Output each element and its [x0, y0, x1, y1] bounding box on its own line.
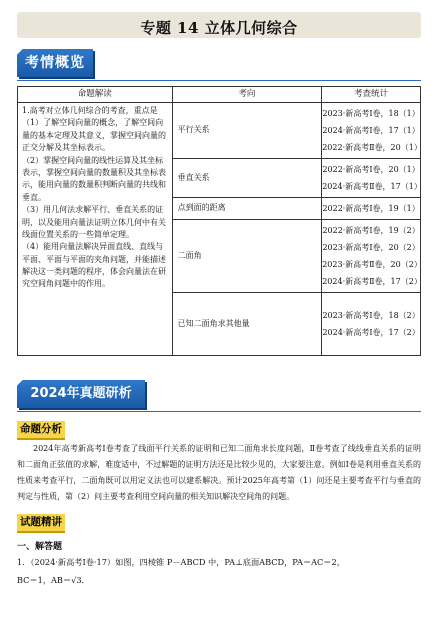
direction-cell: 二面角	[172, 220, 322, 293]
question-line: 1．（2024·新高考Ⅰ卷·17）如图，四棱锥 P－ABCD 中，PA⊥底面ABCD，PA＝AC＝2，	[17, 557, 345, 567]
stats-cell	[322, 103, 421, 159]
stat-entry: 2022·新高考Ⅱ卷，20（1）	[322, 143, 422, 152]
section-heading: 一、解答题	[17, 542, 63, 552]
divider	[17, 80, 421, 81]
requirement-text: 1.高考对立体几何综合的考查，重点是（1）了解空间向量的概念，了解空间向量的基本定理及其意义，掌握空间向量的正交分解及其坐标表示。	[22, 106, 166, 153]
page-title: 专题 14 立体几何综合	[140, 19, 298, 37]
requirement-text: （2）掌握空间向量的线性运算及其坐标表示，掌握空间向量的数量积及其坐标表示，能用向量的数量积判断向量的共线和垂直。	[22, 155, 166, 202]
stat-entry: 2023·新高考Ⅱ卷，20（2）	[322, 260, 422, 269]
stats-cell	[322, 159, 421, 198]
exercise-tag: 试题精讲	[17, 514, 65, 533]
stats-cell	[322, 293, 421, 356]
table-row	[18, 103, 421, 159]
direction-cell: 点到面的距离	[172, 198, 322, 220]
stat-entry: 2022·新高考Ⅰ卷，19（2）	[322, 226, 420, 235]
analysis-tag: 命题分析	[17, 421, 65, 440]
stat-entry: 2023·新高考Ⅰ卷，18（1）	[322, 109, 420, 118]
stat-entry: 2024·新高考Ⅱ卷，17（1）	[322, 182, 422, 191]
analysis-paragraph: 2024年高考新高考Ⅰ卷考查了线面平行关系的证明和已知二面角求长度问题，Ⅱ卷考查了线线垂直关系的证明和二面角正弦值的求解，难度适中，不过解题的证明方法还是比较少见的，大家要注意。例如Ⅰ卷是利用垂直关系的性质来考查平行，二面角既可以用定义法也可以建系解决。预计2025年高考第（1）问还是主要考查平行与垂直的判定与性质，第（2）问主要考查利用空间向量的相关知识解决空间角的问题。	[17, 444, 421, 501]
stats-cell	[322, 220, 421, 293]
stat-entry: 2024·新高考Ⅰ卷，17（1）	[322, 126, 420, 135]
stat-entry: 2024·新高考Ⅱ卷，17（2）	[322, 277, 422, 286]
table-header: 命题解读	[18, 87, 173, 103]
requirement-text: （3）用几何法求解平行、垂直关系的证明，以及能用向量法证明立体几何中有关线面位置关系的一些简单定理。	[22, 205, 166, 239]
section-badge-overview: 考情概览	[17, 49, 93, 77]
table-header-row	[18, 87, 421, 103]
direction-cell: 垂直关系	[172, 159, 322, 198]
stats-cell	[322, 198, 421, 220]
divider	[17, 411, 421, 412]
question-line: BC＝1，AB＝√3．	[17, 575, 90, 585]
requirement-text: （4）能用向量法解决异面直线、直线与平面、平面与平面的夹角问题，并能描述解决这一类问题的程序，体会向量法在研究空间角问题中的作用。	[22, 242, 166, 289]
stat-entry: 2023·新高考Ⅰ卷，18（2）	[322, 311, 420, 320]
table-header: 考查统计	[322, 87, 421, 103]
table-header: 考向	[172, 87, 322, 103]
direction-cell: 平行关系	[172, 103, 322, 159]
exam-table	[17, 86, 421, 356]
stat-entry: 2023·新高考Ⅰ卷，20（2）	[322, 243, 420, 252]
stat-entry: 2022·新高考Ⅰ卷，20（1）	[322, 165, 420, 174]
requirements-cell	[18, 103, 173, 356]
stat-entry: 2022·新高考Ⅰ卷，19（1）	[322, 204, 420, 213]
direction-cell: 已知二面角求其他量	[172, 293, 322, 356]
section-badge-2024: 2024年真题研析	[17, 380, 145, 408]
stat-entry: 2024·新高考Ⅰ卷，17（2）	[322, 328, 420, 337]
